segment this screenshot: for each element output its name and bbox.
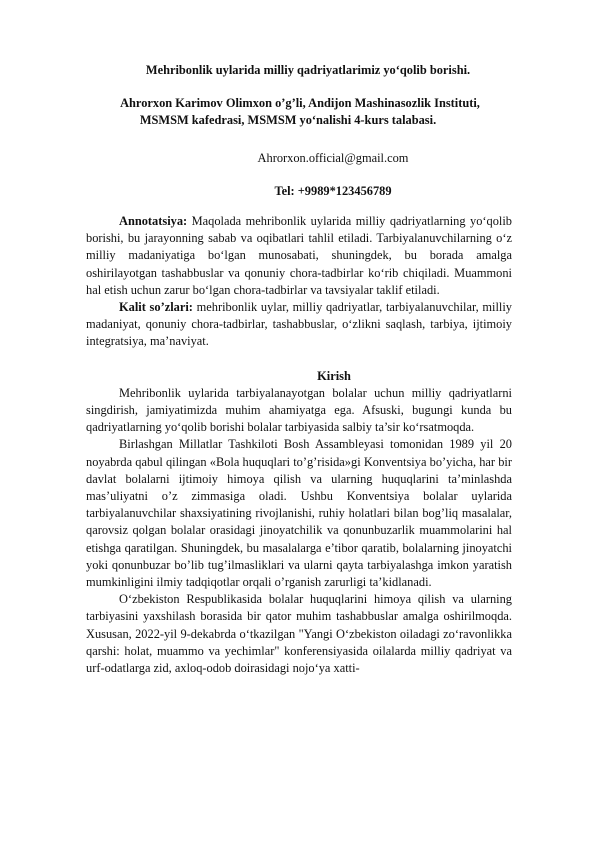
keywords-paragraph xyxy=(86,299,512,351)
author-affiliation xyxy=(90,95,510,129)
author-email: Ahrorxon.official@gmail.com xyxy=(257,151,409,165)
paper-body xyxy=(86,213,512,677)
paper-title: Mehribonlik uylarida milliy qadriyatlarimiz yo‘qolib borishi. xyxy=(145,63,471,77)
keywords-text: mehribonlik uylar, milliy qadriyatlar, tarbiyalanuvchilar, milliy madaniyat, qonuniy chora-tadbirlar, tashabbuslar, o‘zlikni saqlash, tarbiya, ijtimoiy integratsiya, ma’naviyat. xyxy=(86,300,512,349)
abstract-label: Annotatsiya: xyxy=(119,214,188,228)
intro-paragraph-1: Mehribonlik uylarida tarbiyalanayotgan bolalar uchun milliy qadriyatlarni singdirish, jamiyatimizda muhim ahamiyatga ega. Afsuski, bugungi kunda bu qadriyatlarning yo‘qolib borishi bolalar tarbiyasida salbiy ta’sir ko‘rsatmoqda. xyxy=(86,385,512,435)
intro-paragraph-2: Birlashgan Millatlar Tashkiloti Bosh Assambleyasi tomonidan 1989 yil 20 noyabrda qabul qilingan «Bola huquqlari to’g’risida»gi Konventsiya bo’yicha, har bir davlat bolalarni ijtimoiy himoya qilish va ularning huquqlarini ta’minlashda mas’uliyatni o’z zimmasiga oladi. Ushbu Konventsiya bolalar uylarida tarbiyalanuvchilar shaxsiyatining rivojlanishi, ruhiy holatlari bilan bog’liq masalalar, qarovsiz qolgan bolalar orasidagi jinoyatchilik va qonunbuzarlik muammolarini hal etishga qaratilgan. Shuningdek, bu masalalarga e’tibor qaratib, bolalarning jinoyatchi yoki qonunbuzar bo’lib tug’ilmasliklari va ularni qayta tarbiyalashga imkon yaratish mumkinligini ilmiy tadqiqotlar orqali o’rganish zarurligi ta’kidlanadi. xyxy=(86,437,512,590)
author-line-1: Ahrorxon Karimov Olimxon o’g’li, Andijon Mashinasozlik Instituti, xyxy=(120,96,480,110)
abstract-text: Maqolada mehribonlik uylarida milliy qadriyatlarning yo‘qolib borishi, bu jarayonning sabab va oqibatlari tahlil etiladi. Tarbiyalanuvchilarning o‘z milliy madaniyatiga bo‘lgan munosabati, shuningdek, bu borada amalga oshirilayotgan tashabbuslar va qonuniy chora-tadbirlar ko‘rib chiqiladi. Muammoni hal etish uchun zarur bo‘lgan chora-tadbirlar va tavsiyalar taklif etiladi. xyxy=(86,214,512,297)
author-phone: Tel: +9989*123456789 xyxy=(274,184,392,198)
abstract-paragraph xyxy=(86,213,512,299)
keywords-label: Kalit so’zlari: xyxy=(119,300,193,315)
intro-paragraph-3: O‘zbekiston Respublikasida bolalar huquqlarini himoya qilish va ularning tarbiyasini yaxshilash borasida bir qator muhim tashabbuslar amalga oshirilmoqda. Xususan, 2022-yil 9-dekabrda o‘tkazilgan "Yangi O‘zbekiston oiladagi zo‘ravonlikka qarshi: holat, muammo va yechimlar" konferensiyasida oilalarda milliy qadriyat va urf-odatlarga zid, axloq-odob doirasidagi nojo‘ya xatti- xyxy=(86,592,512,676)
author-line-2: MSMSM kafedrasi, MSMSM yo‘nalishi 4-kurs talabasi. xyxy=(139,113,437,127)
section-heading-introduction: Kirish xyxy=(317,368,351,383)
